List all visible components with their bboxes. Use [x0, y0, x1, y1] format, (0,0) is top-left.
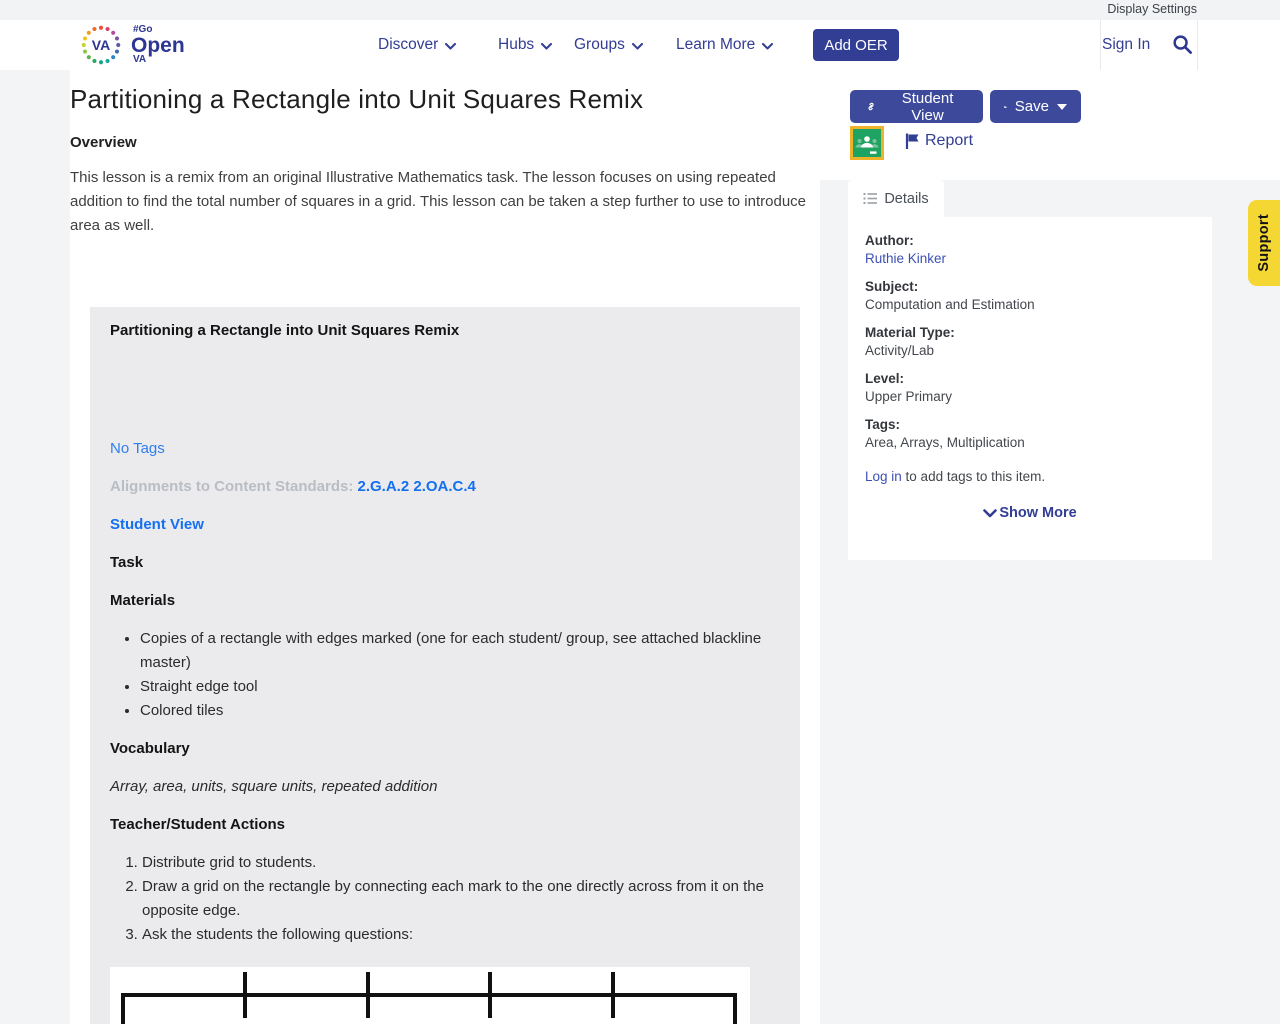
vocabulary-heading: Vocabulary [110, 740, 190, 757]
nav-divider [1197, 20, 1198, 70]
google-classroom-icon[interactable] [850, 126, 884, 160]
list-item: • Copies of a rectangle with edges marked (one for each student/ group, see attached blackline master) [140, 627, 780, 675]
details-list-icon [863, 192, 878, 205]
logo-wordmark: #Go Open VA [131, 24, 185, 65]
alignment-standard-link[interactable]: 2.G.A.2 [357, 478, 410, 495]
vocabulary-terms: Array, area, units, square units, repeated addition [110, 778, 438, 795]
tags-value: Area, Arrays, Multiplication [865, 435, 1025, 450]
list-item: 2. Draw a grid on the rectangle by connecting each mark to the one directly across from it on the opposite edge. [142, 875, 780, 923]
nav-item-hubs[interactable]: Hubs [498, 20, 552, 70]
page-background-left [0, 70, 70, 1024]
display-settings-link[interactable]: Display Settings [1107, 2, 1197, 16]
chevron-down-icon [541, 43, 552, 50]
flag-icon [904, 132, 920, 150]
caret-down-icon [1057, 104, 1067, 110]
student-view-content-link[interactable]: Student View [110, 516, 204, 533]
show-more-button[interactable]: Show More [865, 505, 1195, 521]
nav-item-groups[interactable]: Groups [574, 20, 643, 70]
save-folder-icon [1004, 100, 1007, 114]
link-icon [864, 99, 878, 114]
nav-divider [1100, 20, 1101, 70]
rectangle-figure [110, 967, 750, 1024]
list-item: • Colored tiles [140, 699, 780, 723]
show-more-chevron-icon [983, 509, 997, 518]
overview-heading: Overview [70, 134, 137, 151]
nav-item-discover[interactable]: Discover [378, 20, 456, 70]
list-item: 1. Distribute grid to students. [142, 851, 780, 875]
materials-heading: Materials [110, 592, 176, 609]
subject-value: Computation and Estimation [865, 297, 1035, 312]
author-link[interactable]: Ruthie Kinker [865, 251, 947, 266]
add-oer-button[interactable]: Add OER [813, 29, 899, 61]
support-tab[interactable]: Support [1248, 200, 1280, 286]
task-heading: Task [110, 554, 144, 571]
tab-details[interactable]: Details [848, 180, 944, 217]
chevron-down-icon [445, 43, 456, 50]
goopenva-logo[interactable] [78, 22, 185, 68]
lesson-title: Partitioning a Rectangle into Unit Squares Remix [110, 322, 460, 339]
save-button[interactable]: Save [990, 90, 1081, 123]
log-in-link[interactable]: Log in [865, 469, 902, 484]
alignments-label: Alignments to Content Standards: [110, 478, 358, 495]
login-to-tag-line: Log in to add tags to this item. [865, 469, 1046, 484]
steps-list [110, 851, 780, 947]
sign-in-link[interactable]: Sign In [1102, 36, 1151, 53]
materials-list [110, 627, 780, 723]
alignments-line [110, 475, 780, 499]
logo-va-text: VA [91, 37, 111, 53]
material-type-label: Material Type: [865, 325, 955, 340]
list-item: • Straight edge tool [140, 675, 780, 699]
no-tags-link[interactable]: No Tags [110, 440, 165, 457]
author-label: Author: [865, 233, 914, 248]
alignment-standard-link[interactable]: 2.OA.C.4 [413, 478, 476, 495]
search-icon[interactable] [1172, 34, 1193, 58]
level-label: Level: [865, 371, 905, 386]
navbar [0, 20, 1280, 70]
list-item: 3. Ask the students the following questions: [142, 923, 780, 947]
student-view-button[interactable]: Student View [850, 90, 983, 123]
chevron-down-icon [762, 43, 773, 50]
level-value: Upper Primary [865, 389, 953, 404]
lesson-content-card [90, 307, 800, 1024]
nav-item-learn-more[interactable]: Learn More [676, 20, 773, 70]
logo-ring-icon [78, 22, 124, 68]
material-type-value: Activity/Lab [865, 343, 935, 358]
tags-label: Tags: [865, 417, 901, 432]
chevron-down-icon [632, 43, 643, 50]
teacher-student-actions-heading: Teacher/Student Actions [110, 816, 286, 833]
page-title: Partitioning a Rectangle into Unit Squares Remix [70, 84, 644, 114]
overview-text: This lesson is a remix from an original Illustrative Mathematics task. The lesson focuses on using repeated addition to find the total number of squares in a grid. This lesson can be taken a step further to use to introduce area as well. [70, 169, 807, 234]
top-strip [0, 0, 1280, 20]
report-button[interactable]: Report [898, 131, 979, 151]
subject-label: Subject: [865, 279, 919, 294]
details-panel [848, 217, 1212, 560]
